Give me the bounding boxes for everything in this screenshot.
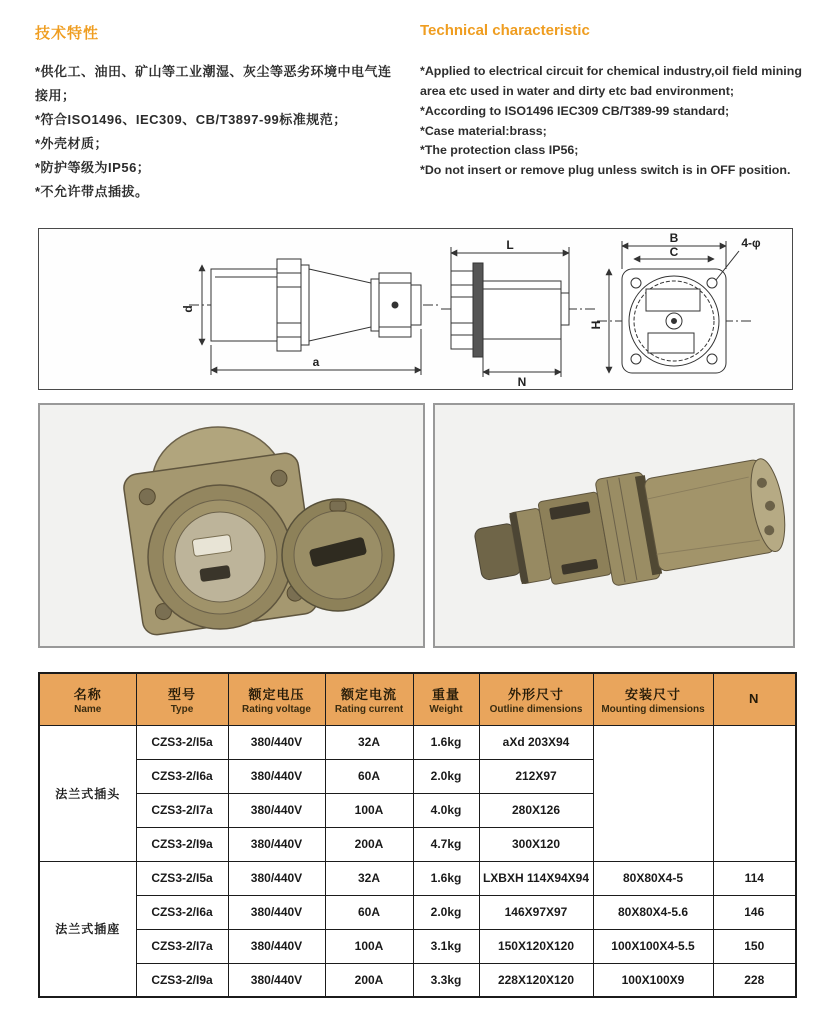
- socket-photo-frame: [38, 403, 425, 648]
- bullet-zh: *不允许带点插拔。: [35, 184, 149, 200]
- table-row: [39, 963, 796, 997]
- bullet-en: *The protection class IP56;: [420, 143, 579, 158]
- bullet-en: *Do not insert or remove plug unless switch is in OFF position.: [420, 163, 791, 178]
- group-label-socket: 法兰式插座: [39, 861, 136, 997]
- socket-barrel: [148, 485, 292, 629]
- cell: 228X120X120: [479, 963, 593, 997]
- table-row: [39, 725, 796, 759]
- cell: 212X97: [479, 759, 593, 793]
- cell: 146: [713, 895, 796, 929]
- col-header-mounting: 安装尺寸 Mounting dimensions: [593, 673, 713, 725]
- cell: 4.7kg: [413, 827, 479, 861]
- dimension-label-a: a: [312, 355, 320, 369]
- socket-photo: [40, 405, 423, 646]
- cell: CZS3-2/I6a: [136, 895, 228, 929]
- cell: 150: [713, 929, 796, 963]
- cell: 114: [713, 861, 796, 895]
- cell: 150X120X120: [479, 929, 593, 963]
- cell: CZS3-2/I5a: [136, 725, 228, 759]
- col-header-name: 名称 Name: [39, 673, 136, 725]
- cell: 200A: [325, 827, 413, 861]
- cell: CZS3-2/I9a: [136, 827, 228, 861]
- spec-table: [38, 672, 797, 998]
- group-label-plug: 法兰式插头: [39, 725, 136, 861]
- bullet-en: *According to ISO1496 IEC309 CB/T389-99 standard;: [420, 103, 730, 118]
- bullet-zh: *供化工、油田、矿山等工业潮湿、灰尘等恶劣环境中电气连接用；: [35, 64, 392, 104]
- cell: 1.6kg: [413, 725, 479, 759]
- col-header-n: N: [713, 673, 796, 725]
- bullet-en: *Applied to electrical circuit for chemical industry,oil field mining area etc used in water and dirty etc bad environment;: [420, 64, 802, 98]
- dimension-label-l: L: [506, 238, 514, 252]
- protective-cap: [282, 499, 394, 611]
- cell: 4.0kg: [413, 793, 479, 827]
- cell: CZS3-2/I7a: [136, 793, 228, 827]
- cell: CZS3-2/I6a: [136, 759, 228, 793]
- bullet-zh: *外壳材质；: [35, 136, 109, 152]
- cell: 100A: [325, 793, 413, 827]
- bullet-en: *Case material:brass;: [420, 123, 547, 138]
- cell: 280X126: [479, 793, 593, 827]
- col-header-outline: 外形尺寸 Outline dimensions: [479, 673, 593, 725]
- cell: 100A: [325, 929, 413, 963]
- bullet-list-en: [420, 62, 816, 181]
- bullet-zh: *符合ISO1496、IEC309、CB/T3897-99标准规范；: [35, 112, 347, 128]
- section-title-en: Technical characteristic: [420, 22, 590, 39]
- cell: 100X100X9: [593, 963, 713, 997]
- cell: 228: [713, 963, 796, 997]
- col-header-type: 型号 Type: [136, 673, 228, 725]
- cell: 2.0kg: [413, 895, 479, 929]
- table-row: [39, 929, 796, 963]
- cell: 1.6kg: [413, 861, 479, 895]
- cell: 2.0kg: [413, 759, 479, 793]
- cell: 146X97X97: [479, 895, 593, 929]
- dimension-drawing-panel: [38, 228, 793, 390]
- cell: 380/440V: [228, 793, 325, 827]
- dimension-label-holes: 4-φ: [741, 236, 761, 250]
- cell: 380/440V: [228, 759, 325, 793]
- cell: 300X120: [479, 827, 593, 861]
- cell: 3.3kg: [413, 963, 479, 997]
- dimension-label-n: N: [517, 375, 527, 388]
- bullet-zh: *防护等级为IP56；: [35, 160, 151, 176]
- cell: CZS3-2/I9a: [136, 963, 228, 997]
- cell: 200A: [325, 963, 413, 997]
- cell: 100X100X4-5.5: [593, 929, 713, 963]
- cell: CZS3-2/I5a: [136, 861, 228, 895]
- cell: 380/440V: [228, 895, 325, 929]
- cell: aXd 203X94: [479, 725, 593, 759]
- cell: 32A: [325, 861, 413, 895]
- empty-mounting-cell: [593, 725, 713, 861]
- cell: LXBXH 114X94X94: [479, 861, 593, 895]
- plug-photo: [435, 405, 793, 646]
- col-header-voltage: 额定电压 Rating voltage: [228, 673, 325, 725]
- cell: 380/440V: [228, 861, 325, 895]
- dimension-label-b: B: [669, 231, 679, 245]
- col-header-weight: 重量 Weight: [413, 673, 479, 725]
- table-header-row: [39, 673, 796, 725]
- dimension-label-c: C: [669, 245, 679, 259]
- cell: 60A: [325, 895, 413, 929]
- cell: 380/440V: [228, 827, 325, 861]
- empty-n-cell: [713, 725, 796, 861]
- plug-photo-frame: [433, 403, 795, 648]
- col-header-current: 额定电流 Rating current: [325, 673, 413, 725]
- cell: 32A: [325, 725, 413, 759]
- cell: 3.1kg: [413, 929, 479, 963]
- cell: 60A: [325, 759, 413, 793]
- dimension-label-h: H: [589, 320, 603, 330]
- cell: 380/440V: [228, 963, 325, 997]
- bullet-list-zh: [35, 60, 400, 204]
- cell: 80X80X4-5: [593, 861, 713, 895]
- cell: 80X80X4-5.6: [593, 895, 713, 929]
- table-row: [39, 861, 796, 895]
- section-title-zh: 技术特性: [35, 25, 100, 42]
- cell: 380/440V: [228, 725, 325, 759]
- dimension-drawing: [39, 229, 791, 388]
- dimension-label-d: d: [181, 305, 195, 313]
- cell: 380/440V: [228, 929, 325, 963]
- cell: CZS3-2/I7a: [136, 929, 228, 963]
- table-row: [39, 895, 796, 929]
